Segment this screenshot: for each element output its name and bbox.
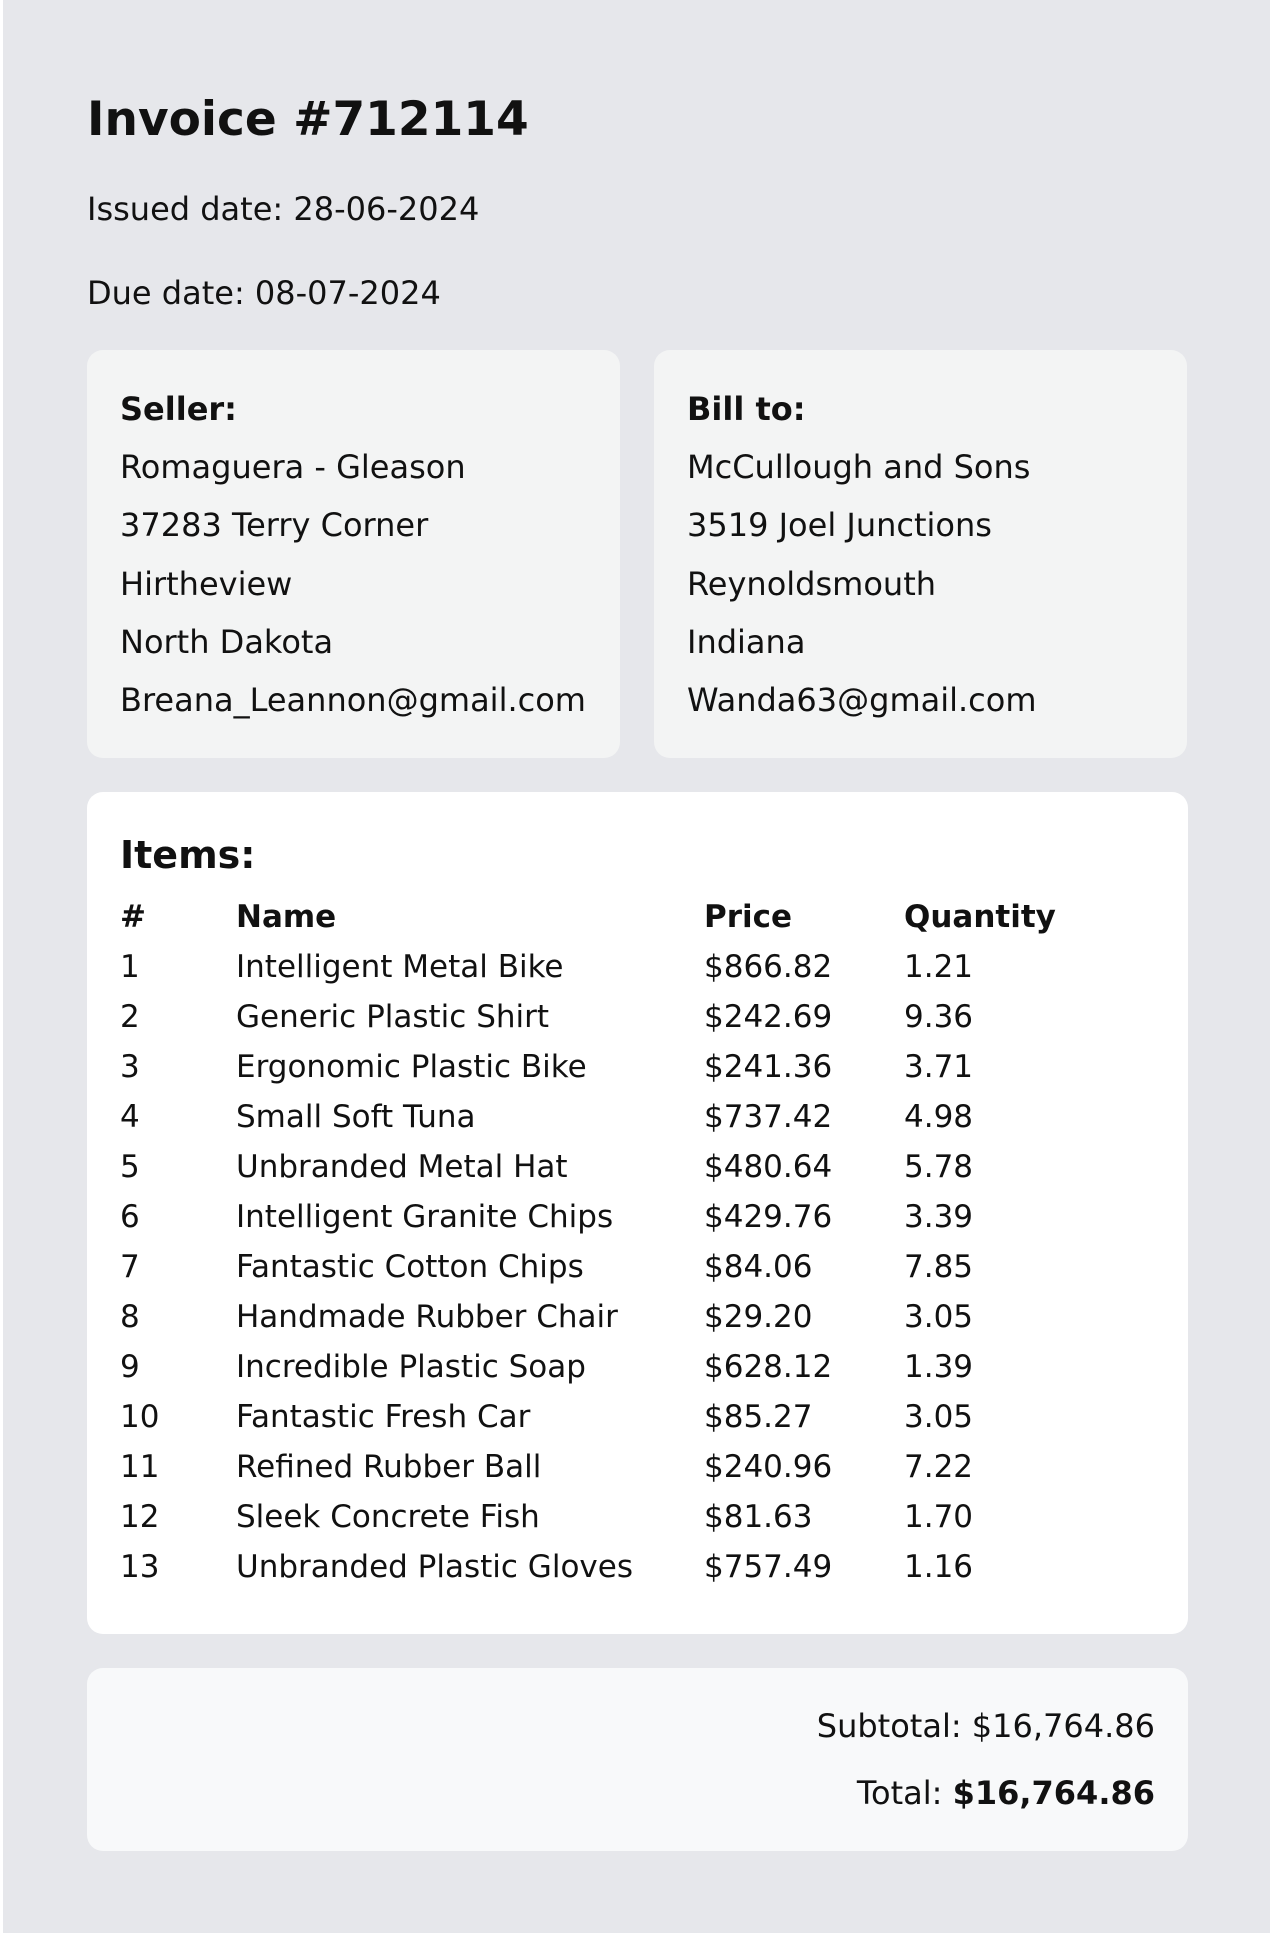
item-number: 13 [120,1549,160,1585]
table-row [120,1242,1080,1292]
due-date: Due date: 08-07-2024 [87,274,441,312]
item-name: Refined Rubber Ball [236,1449,542,1485]
table-row [120,1542,1080,1592]
table-row [120,942,1080,992]
item-price: $29.20 [704,1299,813,1335]
item-number: 8 [120,1299,140,1335]
item-name: Sleek Concrete Fish [236,1499,540,1535]
invoice-page [3,0,1270,1933]
bill-to-name: McCullough and Sons [687,448,1031,486]
item-quantity: 1.70 [904,1499,974,1535]
item-quantity: 4.98 [904,1099,974,1135]
table-row [120,1292,1080,1342]
item-name: Unbranded Plastic Gloves [236,1549,633,1585]
seller-street: 37283 Terry Corner [120,506,429,544]
item-number: 7 [120,1249,140,1285]
table-row [120,1042,1080,1092]
item-number: 5 [120,1149,140,1185]
seller-city: Hirtheview [120,565,293,603]
item-quantity: 9.36 [904,999,974,1035]
item-price: $757.49 [704,1549,833,1585]
item-price: $81.63 [704,1499,813,1535]
table-row [120,1142,1080,1192]
item-price: $480.64 [704,1149,833,1185]
item-quantity: 3.05 [904,1399,974,1435]
column-header-quantity: Quantity [904,899,1056,935]
item-quantity: 1.21 [904,949,974,985]
item-price: $866.82 [704,949,833,985]
table-row [120,992,1080,1042]
item-quantity: 5.78 [904,1149,974,1185]
bill-to-card [654,350,1187,758]
invoice-title: Invoice #712114 [87,92,529,147]
issued-date: Issued date: 28-06-2024 [87,190,480,228]
item-price: $242.69 [704,999,833,1035]
column-header-name: Name [236,899,337,935]
seller-heading: Seller: [120,390,237,428]
item-name: Generic Plastic Shirt [236,999,550,1035]
item-name: Ergonomic Plastic Bike [236,1049,587,1085]
item-price: $85.27 [704,1399,813,1435]
item-name: Incredible Plastic Soap [236,1349,586,1385]
items-table [120,892,1080,1592]
table-row [120,1392,1080,1442]
item-name: Handmade Rubber Chair [236,1299,618,1335]
table-row [120,1492,1080,1542]
table-row [120,1092,1080,1142]
item-number: 6 [120,1199,140,1235]
item-number: 11 [120,1449,160,1485]
item-name: Fantastic Fresh Car [236,1399,531,1435]
item-name: Fantastic Cotton Chips [236,1249,584,1285]
subtotal-value: $16,764.86 [971,1707,1155,1745]
item-quantity: 7.22 [904,1449,974,1485]
total-value: $16,764.86 [952,1774,1155,1812]
item-number: 3 [120,1049,140,1085]
subtotal [817,1706,1155,1746]
totals-card [87,1668,1188,1851]
item-quantity: 1.39 [904,1349,974,1385]
subtotal-label: Subtotal: [816,1707,962,1745]
total-label: Total: [856,1774,943,1812]
item-quantity: 1.16 [904,1549,974,1585]
item-price: $628.12 [704,1349,833,1385]
bill-to-state: Indiana [687,623,806,661]
seller-name: Romaguera - Gleason [120,448,466,486]
item-quantity: 3.39 [904,1199,974,1235]
table-row [120,1342,1080,1392]
grand-total [857,1773,1155,1813]
seller-state: North Dakota [120,623,334,661]
column-header-price: Price [704,899,793,935]
item-name: Small Soft Tuna [236,1099,476,1135]
item-quantity: 3.71 [904,1049,974,1085]
item-number: 1 [120,949,140,985]
column-header-number: # [120,899,146,935]
item-name: Intelligent Granite Chips [236,1199,614,1235]
items-card [87,792,1188,1634]
item-number: 9 [120,1349,140,1385]
item-price: $429.76 [704,1199,833,1235]
item-number: 12 [120,1499,160,1535]
items-header-row [120,892,1080,942]
bill-to-street: 3519 Joel Junctions [687,506,992,544]
items-body [120,942,1080,1592]
item-number: 2 [120,999,140,1035]
item-price: $84.06 [704,1249,813,1285]
item-name: Intelligent Metal Bike [236,949,564,985]
table-row [120,1192,1080,1242]
item-price: $240.96 [704,1449,833,1485]
seller-card [87,350,620,758]
bill-to-city: Reynoldsmouth [687,565,937,603]
bill-to-heading: Bill to: [687,390,806,428]
seller-email: Breana_Leannon@gmail.com [120,681,586,719]
item-name: Unbranded Metal Hat [236,1149,568,1185]
item-quantity: 7.85 [904,1249,974,1285]
bill-to-email: Wanda63@gmail.com [687,681,1037,719]
item-price: $737.42 [704,1099,833,1135]
item-price: $241.36 [704,1049,833,1085]
table-row [120,1442,1080,1492]
items-heading: Items: [120,833,256,877]
item-quantity: 3.05 [904,1299,974,1335]
item-number: 10 [120,1399,160,1435]
item-number: 4 [120,1099,140,1135]
